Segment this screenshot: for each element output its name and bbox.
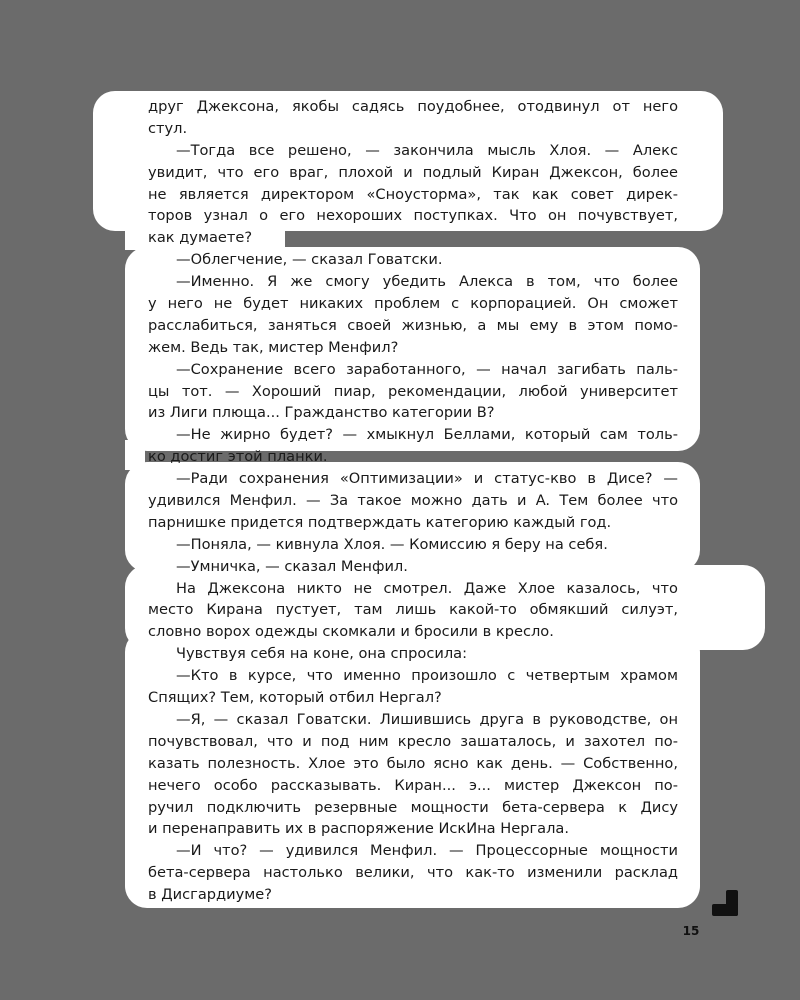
text-line: —И что? — удивился Менфил. — Процессорные мощности (176, 842, 678, 860)
text-line: —Сохранение всего заработанного, — начал загибать паль- (176, 360, 678, 378)
text-line: как думаете? (148, 229, 253, 247)
text-line: стул. (148, 119, 188, 137)
text-line: в Дисгардиуме? (148, 886, 272, 904)
text-line: —Тогда все решено, — закончила мысль Хлоя. — Алекс (176, 141, 678, 159)
text-line: —Кто в курсе, что именно произошло с четвертым храмом (176, 667, 678, 685)
page-number: 15 (682, 924, 700, 938)
text-line: удивился Менфил. — За такое можно дать и A. Тем более что (148, 492, 678, 510)
text-line: —Именно. Я же смогу убедить Алекса в том, что более (176, 273, 678, 291)
text-line: словно ворох одежды скомкали и бросили в кресло. (148, 623, 554, 641)
body-text (148, 96, 678, 906)
text-line: Спящих? Тем, который отбил Нергал? (148, 689, 442, 707)
text-line: Чувствуя себя на коне, она спросила: (176, 645, 468, 663)
text-line: не является директором «Сноусторма», так как совет дирек- (148, 185, 678, 203)
text-line: На Джексона никто не смотрел. Даже Хлое казалось, что (176, 579, 678, 597)
text-line: бета-сервера настолько велики, что как-то изменили расклад (148, 864, 678, 882)
text-line: жем. Ведь так, мистер Менфил? (148, 338, 399, 356)
text-line: друг Джексона, якобы садясь поудобнее, отодвинул от него (148, 98, 678, 115)
text-line: цы тот. — Хороший пиар, рекомендации, любой университет (148, 382, 678, 400)
corner-mark-icon (712, 890, 738, 916)
text-line: увидит, что его враг, плохой и подлый Киран Джексон, более (148, 163, 678, 181)
text-line: парнишке придется подтверждать категорию каждый год. (148, 513, 612, 531)
text-line: —Облегчение, — сказал Говатски. (176, 251, 443, 269)
text-line: ко достиг этой планки. (148, 448, 328, 466)
text-line: у него не будет никаких проблем с корпорацией. Он сможет (148, 295, 678, 313)
text-line: торов узнал о его нехороших поступках. Что он почувствует, (148, 207, 678, 225)
text-line: нечего особо рассказывать. Киран... э... мистер Джексон по- (148, 776, 678, 794)
text-line: расслабиться, заняться своей жизнью, а мы ему в этом помо- (148, 316, 678, 334)
text-line: казать полезность. Хлое это было ясно как день. — Собственно, (148, 754, 678, 772)
text-line: ручил подключить резервные мощности бета-сервера к Дису (148, 798, 678, 816)
text-line: —Ради сохранения «Оптимизации» и статус-кво в Дисе? — (176, 470, 678, 488)
text-line: —Умничка, — сказал Менфил. (176, 557, 408, 575)
text-line: место Кирана пустует, там лишь какой-то обмякший силуэт, (148, 601, 678, 619)
text-line: и перенаправить их в распоряжение ИскИна Нергала. (148, 820, 569, 838)
text-line: —Поняла, — кивнула Хлоя. — Комиссию я беру на себя. (176, 535, 608, 553)
text-line: из Лиги плюща... Гражданство категории B? (148, 404, 495, 422)
text-line: почувствовал, что и под ним кресло зашаталось, и захотел по- (148, 732, 678, 750)
text-line: —Я, — сказал Говатски. Лишившись друга в руководстве, он (176, 710, 678, 728)
text-line: —Не жирно будет? — хмыкнул Беллами, который сам толь- (176, 426, 678, 444)
